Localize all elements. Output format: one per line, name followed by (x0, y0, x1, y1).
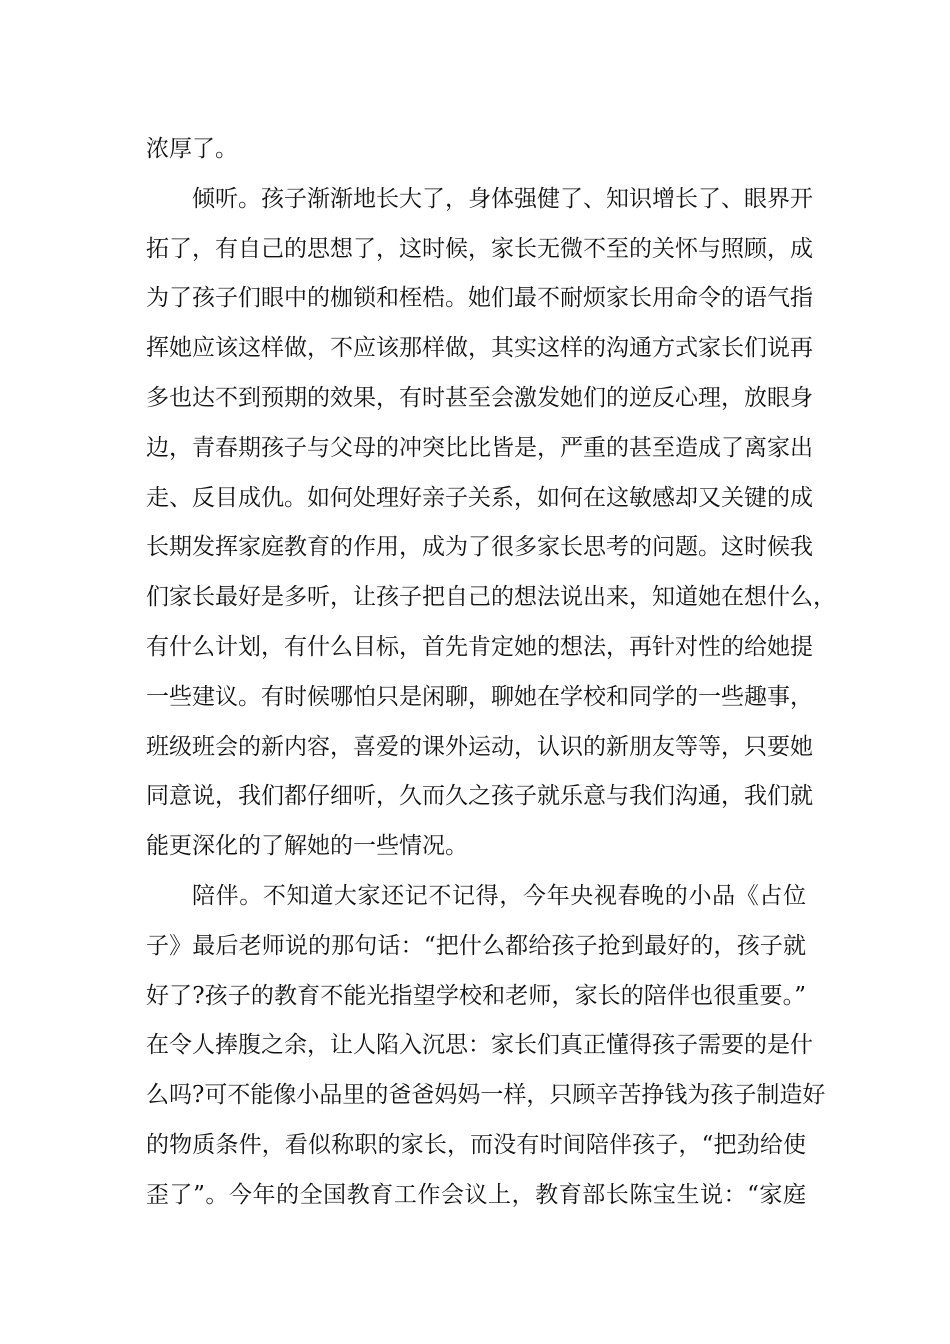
text-line: 陪伴。不知道大家还记不记得，今年央视春晚的小品《占位 (192, 882, 806, 909)
text-line: 一些建议。有时候哪怕只是闲聊，聊她在学校和同学的一些趣事， (146, 683, 813, 710)
text-line: 同意说，我们都仔细听，久而久之孩子就乐意与我们沟通，我们就 (146, 783, 813, 810)
text-line: 歪了”。今年的全国教育工作会议上，教育部长陈宝生说：“家庭 (146, 1181, 806, 1208)
text-line: 子》最后老师说的那句话：“把什么都给孩子抢到最好的，孩子就 (146, 932, 806, 959)
text-line: 好了?孩子的教育不能光指望学校和老师，家长的陪伴也很重要。” (146, 982, 806, 1009)
text-line: 为了孩子们眼中的枷锁和桎梏。她们最不耐烦家长用命令的语气指 (146, 285, 813, 312)
text-line: 有什么计划，有什么目标，首先肯定她的想法，再针对性的给她提 (146, 633, 813, 660)
text-line: 边，青春期孩子与父母的冲突比比皆是，严重的甚至造成了离家出 (146, 434, 813, 461)
text-line: 么吗?可不能像小品里的爸爸妈妈一样，只顾辛苦挣钱为孩子制造好 (146, 1082, 826, 1109)
body-text (146, 125, 836, 1221)
text-line: 能更深化的了解她的一些情况。 (146, 833, 468, 860)
text-line: 们家长最好是多听，让孩子把自己的想法说出来，知道她在想什么， (146, 584, 836, 611)
text-line: 走、反目成仇。如何处理好亲子关系，如何在这敏感却又关键的成 (146, 484, 813, 511)
text-line: 拓了，有自己的思想了，这时候，家长无微不至的关怀与照顾，成 (146, 235, 813, 262)
text-line: 的物质条件，看似称职的家长，而没有时间陪伴孩子，“把劲给使 (146, 1131, 806, 1158)
text-line: 长期发挥家庭教育的作用，成为了很多家长思考的问题。这时候我 (146, 534, 813, 561)
text-line: 挥她应该这样做，不应该那样做，其实这样的沟通方式家长们说再 (146, 335, 813, 362)
text-line: 浓厚了。 (146, 136, 238, 162)
text-line: 班级班会的新内容，喜爱的课外运动，认识的新朋友等等，只要她 (146, 733, 813, 760)
text-line: 多也达不到预期的效果，有时甚至会激发她们的逆反心理，放眼身 (146, 384, 813, 411)
text-line: 在令人捧腹之余，让人陷入沉思：家长们真正懂得孩子需要的是什 (146, 1032, 813, 1059)
text-line: 倾听。孩子渐渐地长大了，身体强健了、知识增长了、眼界开 (192, 185, 813, 212)
